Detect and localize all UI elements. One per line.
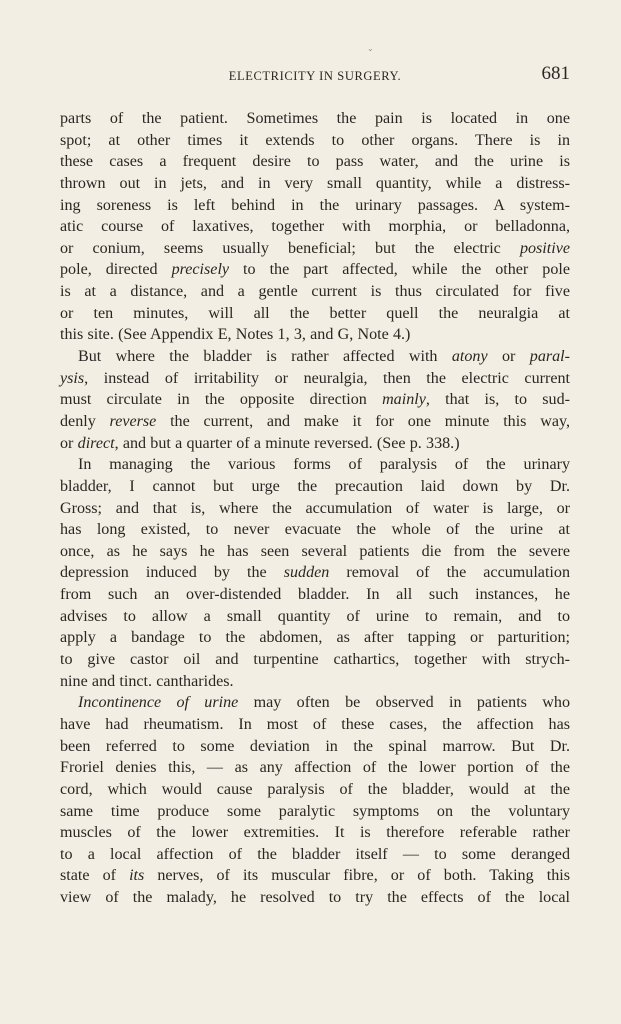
- text-line: [60, 130, 570, 152]
- text-line: [60, 865, 570, 887]
- text-line: [60, 736, 570, 758]
- text-line: [60, 346, 570, 368]
- running-title: ELECTRICITY IN SURGERY.: [228, 69, 402, 83]
- italic-phrase: its: [129, 867, 145, 885]
- text-run: , that is, to sud-: [425, 391, 570, 409]
- text-line: [60, 649, 570, 671]
- text-run: thrown out in jets, and in very small quantity, while a distress-: [60, 174, 570, 192]
- text-run: to the part affected, while the other pole: [229, 261, 570, 279]
- text-line: [60, 519, 570, 541]
- text-run: denly: [60, 412, 110, 430]
- text-run: may often be observed in patients who: [238, 694, 571, 712]
- text-run: once, as he says he has seen several patients die from the severe: [60, 542, 570, 560]
- text-run: state of: [60, 867, 130, 885]
- italic-phrase: atony: [451, 348, 488, 366]
- text-run: bladder, I cannot but urge the precaution laid down by Dr.: [60, 477, 570, 495]
- text-line: [60, 324, 570, 346]
- text-line: [60, 411, 570, 433]
- text-run: this site. (See Appendix E, Notes 1, 3, and G, Note 4.): [60, 326, 411, 344]
- text-line: [60, 368, 570, 390]
- text-line: [60, 195, 570, 217]
- text-line: [60, 822, 570, 844]
- text-line: [60, 562, 570, 584]
- text-run: ing soreness is left behind in the urinary passages. A system-: [60, 196, 570, 214]
- text-run: must circulate in the opposite direction: [60, 391, 383, 409]
- text-line: [60, 216, 570, 238]
- text-run: depression induced by the: [60, 564, 284, 582]
- italic-phrase: reverse: [109, 412, 157, 430]
- text-run: nerves, of its muscular fibre, or of both. Taking this: [144, 867, 570, 885]
- text-run: In managing the various forms of paralysis of the urinary: [78, 456, 570, 474]
- text-run: is at a distance, and a gentle current is thus circulated for five: [60, 283, 570, 301]
- text-run: Gross; and that is, where the accumulation of water is large, or: [60, 499, 570, 517]
- text-line: [60, 541, 570, 563]
- text-run: Froriel denies this, — as any affection of the lower portion of the: [60, 759, 570, 777]
- text-run: But where the bladder is rather affected with: [78, 348, 452, 366]
- text-line: [60, 476, 570, 498]
- text-line: [60, 108, 570, 130]
- text-run: or: [60, 434, 78, 452]
- text-run: or: [487, 348, 530, 366]
- text-run: same time produce some paralytic symptoms on the voluntary: [60, 802, 570, 820]
- text-line: [60, 584, 570, 606]
- text-line: [60, 433, 570, 455]
- scan-mark: ⌄: [367, 44, 374, 53]
- text-line: [60, 887, 570, 909]
- text-line: [60, 714, 570, 736]
- text-run: have had rheumatism. In most of these cases, the affection has: [60, 715, 570, 733]
- text-line: [60, 801, 570, 823]
- text-line: [60, 259, 570, 281]
- text-line: [60, 779, 570, 801]
- text-run: apply a bandage to the abdomen, as after tapping or parturition;: [60, 629, 570, 647]
- text-run: cord, which would cause paralysis of the bladder, would at the: [60, 780, 570, 798]
- text-run: removal of the accumulation: [329, 564, 570, 582]
- italic-phrase: paral-: [529, 348, 570, 366]
- text-line: [60, 757, 570, 779]
- text-line: [60, 173, 570, 195]
- text-run: advises to allow a small quantity of urine to remain, and to: [60, 607, 570, 625]
- text-run: been referred to some deviation in the spinal marrow. But Dr.: [60, 737, 570, 755]
- text-run: to a local affection of the bladder itself — to some deranged: [60, 845, 570, 863]
- text-run: view of the malady, he resolved to try the effects of the local: [60, 889, 570, 907]
- italic-phrase: precisely: [171, 261, 230, 279]
- text-run: to give castor oil and turpentine cathartics, together with strych-: [60, 651, 570, 669]
- italic-phrase: sudden: [283, 564, 330, 582]
- italic-phrase: positive: [519, 239, 570, 257]
- text-line: [60, 389, 570, 411]
- text-line: [60, 281, 570, 303]
- page-header: [60, 63, 570, 87]
- page-number: 681: [541, 63, 570, 84]
- text-run: the current, and make it for one minute this way,: [156, 412, 571, 430]
- text-run: pole, directed: [60, 261, 172, 279]
- text-run: spot; at other times it extends to other organs. There is in: [60, 131, 570, 149]
- italic-phrase: direct: [77, 434, 115, 452]
- text-run: these cases a frequent desire to pass water, and the urine is: [60, 153, 570, 171]
- italic-phrase: Incontinence of urine: [78, 694, 239, 712]
- text-run: , and but a quarter of a minute reversed. (See p. 338.): [114, 434, 460, 452]
- text-run: from such an over-distended bladder. In all such instances, he: [60, 586, 570, 604]
- italic-phrase: ysis: [60, 369, 85, 387]
- text-line: [60, 692, 570, 714]
- text-line: [60, 454, 570, 476]
- text-line: [60, 238, 570, 260]
- text-line: [60, 498, 570, 520]
- text-run: or conium, seems usually beneficial; but the electric: [60, 239, 520, 257]
- text-run: muscles of the lower extremities. It is therefore referable rather: [60, 824, 570, 842]
- text-run: or ten minutes, will all the better quell the neuralgia at: [60, 304, 570, 322]
- text-line: [60, 606, 570, 628]
- text-run: has long existed, to never evacuate the whole of the urine at: [60, 521, 570, 539]
- text-line: [60, 671, 570, 693]
- text-line: [60, 303, 570, 325]
- text-run: atic course of laxatives, together with morphia, or belladonna,: [60, 218, 570, 236]
- text-run: nine and tinct. cantharides.: [60, 672, 234, 690]
- text-line: [60, 151, 570, 173]
- italic-phrase: mainly: [382, 391, 426, 409]
- text-line: [60, 844, 570, 866]
- text-run: parts of the patient. Sometimes the pain is located in one: [60, 110, 570, 127]
- body-text: [60, 108, 570, 909]
- text-line: [60, 627, 570, 649]
- text-run: , instead of irritability or neuralgia, then the electric current: [84, 369, 570, 387]
